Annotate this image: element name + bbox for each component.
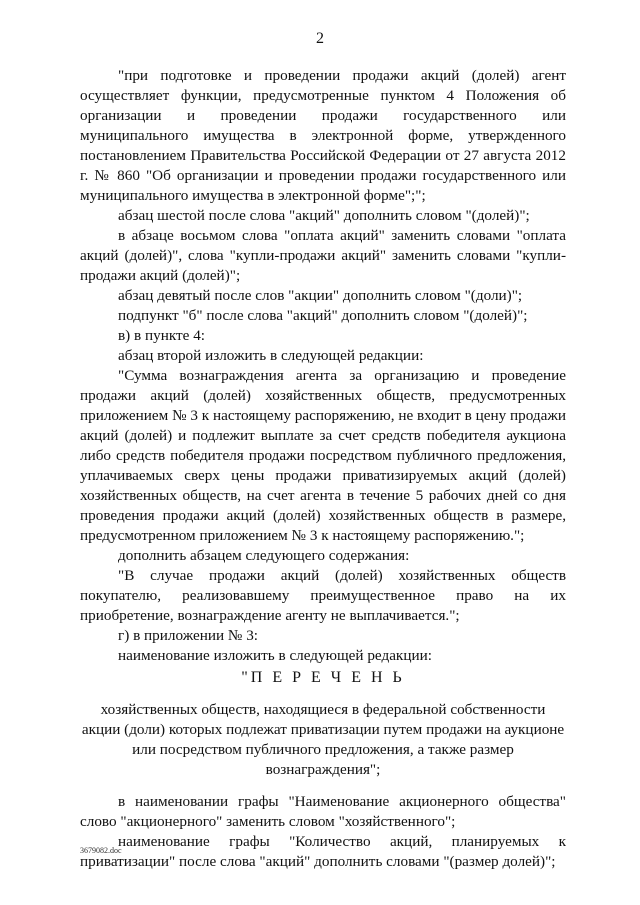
paragraph-8: "Сумма вознаграждения агента за организацию и проведение продажи акций (долей) хозяйственных обществ, предусмотренных приложением № 3 к настоящему распоряжению, не входит в цену продажи акций (долей) и подлежит выплате за счет средств победителя аукциона либо средств победителя продажи посредством публичного предложения, уплачиваемых сверх цены продажи приватизируемых акций (долей) хозяйственных обществ, на счет агента в течение 5 рабочих дней со дня проведения продажи акций (долей) хозяйственных обществ в размере, предусмотренном приложением № 3 к настоящему распоряжению.";	[80, 367, 566, 544]
paragraph-2: абзац шестой после слова "акций" дополнить словом "(долей)";	[118, 207, 530, 224]
document-footer-filename: 3679082.doc	[80, 846, 122, 855]
paragraph-9: дополнить абзацем следующего содержания:	[118, 547, 410, 564]
paragraph-4: абзац девятый после слов "акции" дополнить словом "(доли)";	[118, 287, 523, 304]
paragraph-13: в наименовании графы "Наименование акционерного общества" слово "акционерного" заменить словом "хозяйственного";	[80, 793, 566, 830]
list-heading-subtitle: хозяйственных обществ, находящиеся в федеральной собственности акции (доли) которых подлежат приватизации путем продажи на аукционе или посредством публичного предложения, а также размер вознаграждения";	[81, 701, 565, 778]
paragraph-3: в абзаце восьмом слова "оплата акций" заменить словами "оплата акций (долей)", слова "купли-продажи акций" заменить словами "купли-продажи акций (долей)";	[80, 227, 566, 284]
paragraph-12: наименование изложить в следующей редакции:	[118, 647, 432, 664]
paragraph-10: "В случае продажи акций (долей) хозяйственных обществ покупателю, реализовавшему преимущественное право на их приобретение, вознаграждение агенту не выплачивается.";	[80, 567, 566, 624]
paragraph-11: г) в приложении № 3:	[118, 627, 259, 644]
page-number: 2	[316, 30, 324, 47]
list-heading: "П Е Р Е Ч Е Н Ь	[241, 669, 405, 686]
paragraph-1: "при подготовке и проведении продажи акций (долей) агент осуществляет функции, предусмотренные пунктом 4 Положения об организации и проведении продажи государственного или муниципального имущества в электронной форме, утвержденного постановлением Правительства Российской Федерации от 27 августа 2012 г. № 860 "Об организации и проведении продажи государственного или муниципального имущества в электронной форме";";	[80, 67, 566, 204]
paragraph-7: абзац второй изложить в следующей редакции:	[118, 347, 424, 364]
paragraph-6: в) в пункте 4:	[118, 327, 206, 344]
document-body	[80, 66, 566, 872]
paragraph-5: подпункт "б" после слова "акций" дополнить словом "(долей)";	[118, 307, 528, 324]
paragraph-14: наименование графы "Количество акций, планируемых к приватизации" после слова "акций" дополнить словами "(размер долей)";	[80, 833, 566, 870]
